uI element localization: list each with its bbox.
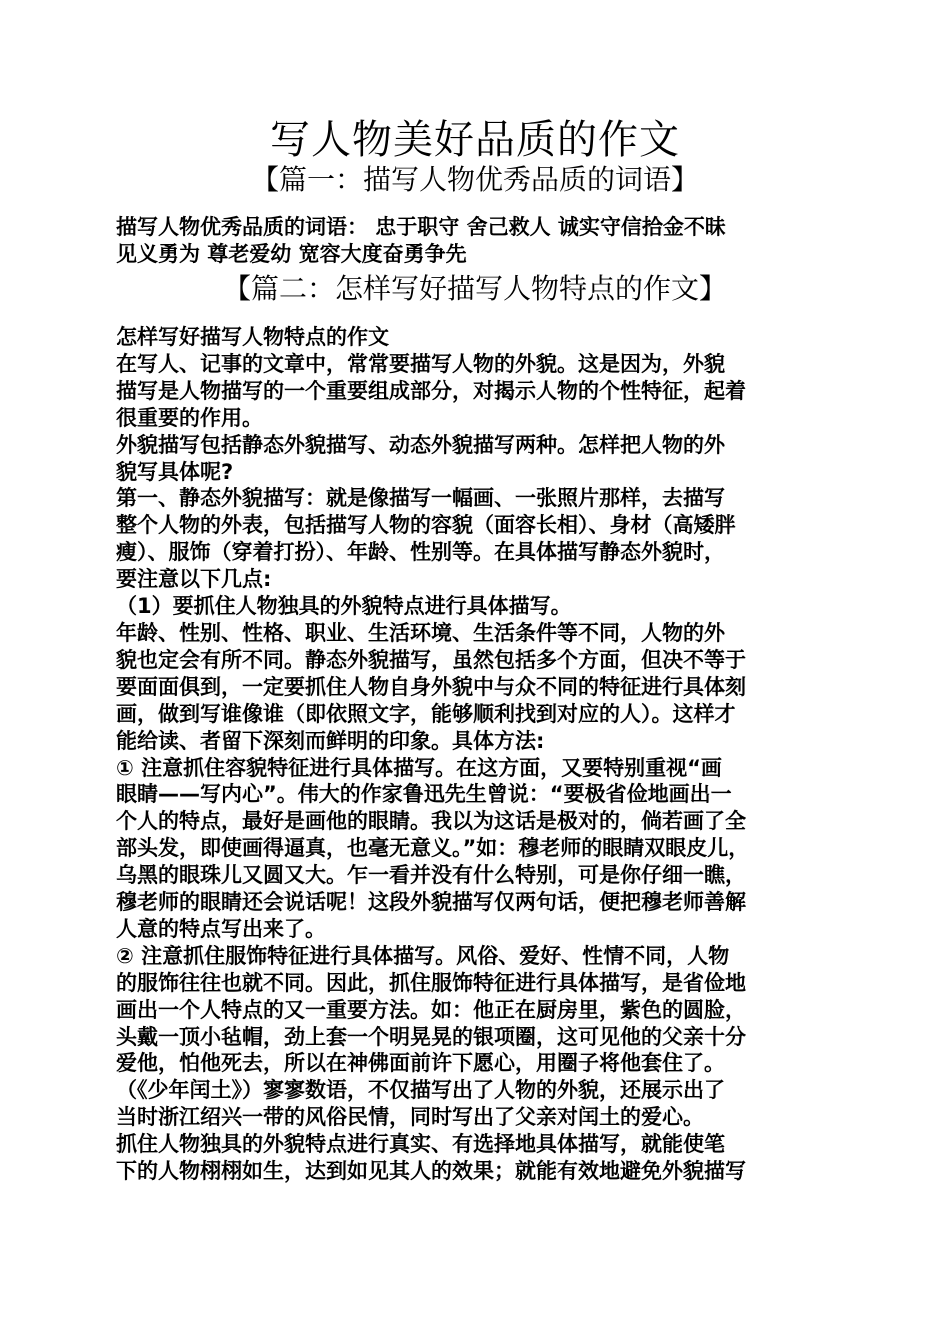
body-line: 部头发，即使画得逼真，也毫无意义。”如：穆老师的眼睛双眼皮儿， (116, 836, 750, 861)
body-line: 爱他，怕他死去，所以在神佛面前许下愿心，用圈子将他套住了。 (116, 1051, 725, 1076)
body-line: 见义勇为 尊老爱幼 宽容大度奋勇争先 (116, 241, 467, 266)
body-line: 要注意以下几点: (116, 567, 272, 592)
body-line: 个人的特点，最好是画他的眼睛。我以为这话是极对的，倘若画了全 (116, 809, 746, 834)
body-line: （《少年闰土》）寥寥数语，不仅描写出了人物的外貌，还展示出了 (116, 1078, 725, 1103)
body-line: 貌也定会有所不同。静态外貌描写，虽然包括多个方面，但决不等于 (116, 647, 746, 672)
body-line: 抓住人物独具的外貌特点进行真实、有选择地具体描写，就能使笔 (116, 1132, 725, 1157)
body-line: 穆老师的眼睛还会说话呢！这段外貌描写仅两句话，便把穆老师善解 (116, 890, 746, 915)
body-line: 人意的特点写出来了。 (116, 916, 326, 941)
body-line: 画，做到写谁像谁（即依照文字，能够顺利找到对应的人）。这样才 (116, 701, 736, 726)
section-two-body (116, 324, 838, 1185)
section-two-heading: 【篇二：怎样写好描写人物特点的作文】 (222, 272, 727, 305)
section-one-body (116, 214, 838, 268)
document-title: 写人物美好品质的作文 (270, 117, 680, 163)
body-line: （1）要抓住人物独具的外貌特点进行具体描写。 (116, 594, 572, 619)
body-line: 当时浙江绍兴一带的风俗民情，同时写出了父亲对闰土的爱心。 (116, 1105, 704, 1130)
body-line: 描写是人物描写的一个重要组成部分，对揭示人物的个性特征，起着 (116, 378, 746, 403)
body-line: 画出一个人特点的又一重要方法。如：他正在厨房里，紫色的圆脸， (116, 997, 746, 1022)
body-line: 貌写具体呢? (116, 459, 234, 484)
body-line: 能给读、者留下深刻而鲜明的印象。具体方法: (116, 728, 545, 753)
body-line: 怎样写好描写人物特点的作文 (116, 325, 389, 349)
body-line: 外貌描写包括静态外貌描写、动态外貌描写两种。怎样把人物的外 (116, 432, 725, 457)
section-one-heading: 【篇一：描写人物优秀品质的词语】 (250, 163, 699, 196)
body-line: 乌黑的眼珠儿又圆又大。乍一看并没有什么特别，可是你仔细一瞧， (116, 863, 746, 888)
body-line: 在写人、记事的文章中，常常要描写人物的外貌。这是因为，外貌 (116, 351, 725, 376)
body-line: 的服饰往往也就不同。因此，抓住服饰特征进行具体描写，是省俭地 (116, 970, 746, 995)
body-line: 很重要的作用。 (116, 405, 263, 430)
body-line: 眼睛——写内心”。伟大的作家鲁迅先生曾说：“要极省俭地画出一 (116, 782, 732, 807)
body-line: 整个人物的外表，包括描写人物的容貌（面容长相）、身材（高矮胖 (116, 513, 736, 538)
body-line: 年龄、性别、性格、职业、生活环境、生活条件等不同，人物的外 (116, 620, 725, 645)
body-line: ① 注意抓住容貌特征进行具体描写。在这方面，又要特别重视“画 (116, 755, 722, 780)
body-line: 第一、静态外貌描写：就是像描写一幅画、一张照片那样，去描写 (116, 486, 725, 511)
body-line: 头戴一顶小毡帽，劲上套一个明晃晃的银项圈，这可见他的父亲十分 (116, 1024, 746, 1049)
body-line: 瘦）、服饰（穿着打扮）、年龄、性别等。在具体描写静态外貌时， (116, 540, 725, 565)
body-line: 下的人物栩栩如生，达到如见其人的效果；就能有效地避免外貌描写 (116, 1159, 746, 1184)
body-line: ② 注意抓住服饰特征进行具体描写。风俗、爱好、性情不同，人物 (116, 943, 730, 968)
body-line: 要面面俱到，一定要抓住人物自身外貌中与众不同的特征进行具体刻 (116, 674, 746, 699)
body-line: 描写人物优秀品质的词语： 忠于职守 舍己救人 诚实守信拾金不昧 (116, 215, 726, 239)
